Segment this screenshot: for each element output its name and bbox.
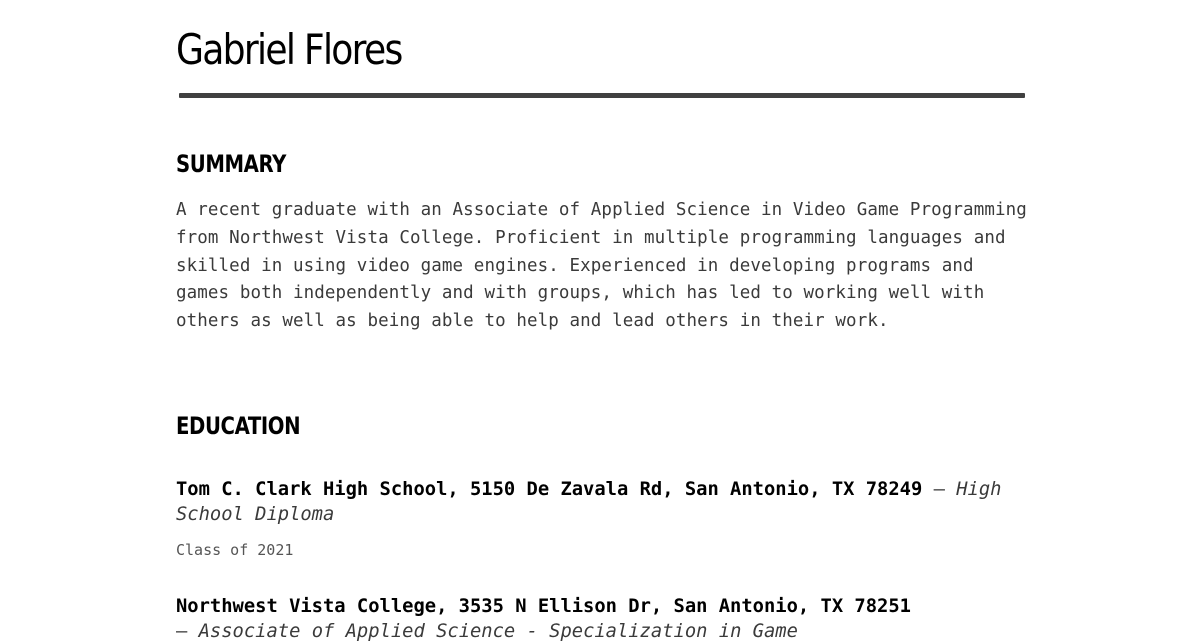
education-entry-2-separator: — — [176, 621, 188, 642]
education-entry-2-school: Northwest Vista College, 3535 N Ellison Dr, San Antonio, TX 78251 — [176, 596, 911, 617]
header-divider — [179, 93, 1025, 98]
education-entry-1-degree: High School Diploma — [176, 479, 1002, 525]
education-entry-1-date: Class of 2021 — [176, 541, 294, 559]
resume-name: Gabriel Flores — [176, 25, 402, 74]
education-heading: EDUCATION — [176, 412, 301, 440]
summary-heading: SUMMARY — [176, 150, 287, 178]
education-entry-2-degree: Associate of Applied Science - Specialization in Game — [198, 621, 798, 642]
education-entry-1-separator: — — [933, 479, 945, 500]
education-entry-2 — [176, 594, 1036, 644]
summary-text: A recent graduate with an Associate of Applied Science in Video Game Programming from Northwest Vista College. Proficient in multiple programming languages and skilled in using video game engines. Experienced in developing programs and games both independently and with groups, which has led to working well with others as well as being able to help and lead others in their work. — [176, 200, 1027, 332]
resume-page — [176, 0, 1027, 642]
education-entry-1-school: Tom C. Clark High School, 5150 De Zavala Rd, San Antonio, TX 78249 — [176, 479, 923, 500]
education-entry-1 — [176, 477, 1036, 527]
